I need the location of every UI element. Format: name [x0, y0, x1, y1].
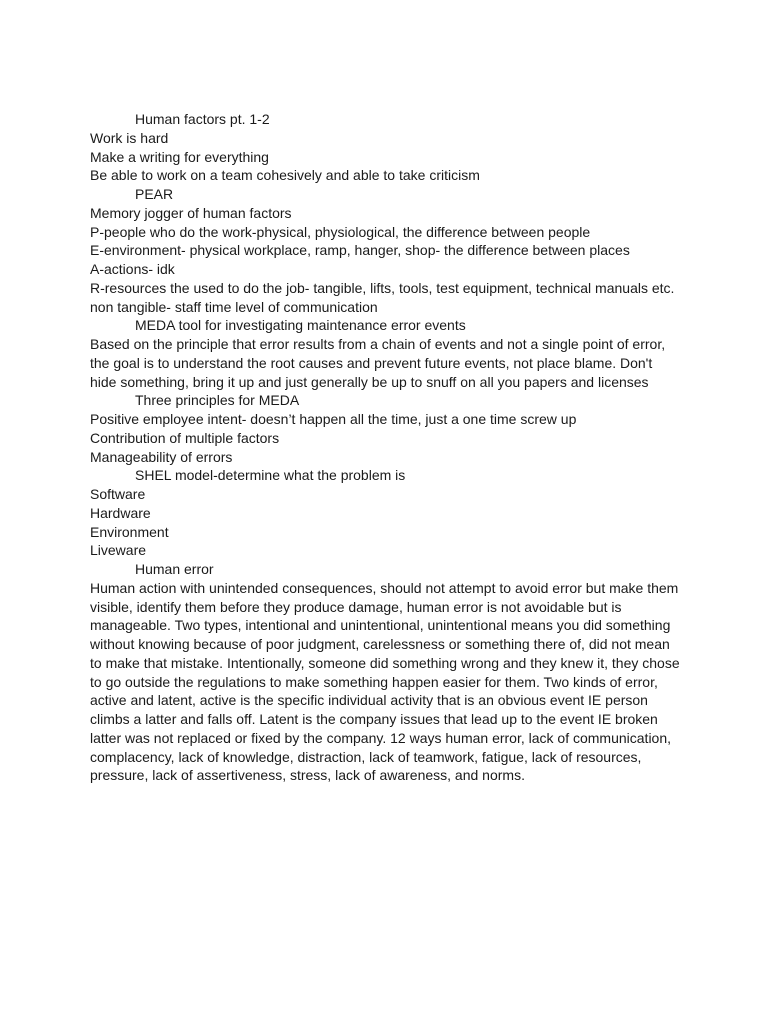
heading-pear: PEAR: [135, 186, 174, 202]
heading-human-factors: Human factors pt. 1-2: [135, 111, 270, 127]
text-line: Memory jogger of human factors: [90, 204, 292, 221]
heading-meda-principles: Three principles for MEDA: [135, 392, 300, 409]
text-line: Hardware: [90, 504, 151, 521]
text-line: E-environment- physical workplace, ramp, hanger, shop- the difference between places: [90, 242, 630, 259]
heading-shel-model: SHEL model-determine what the problem is: [135, 467, 406, 484]
text-line: Liveware: [90, 542, 147, 559]
text-line: Environment: [90, 523, 169, 540]
document-body: [90, 110, 680, 785]
text-line: Work is hard: [90, 129, 169, 146]
heading-meda-tool: MEDA tool for investigating maintenance error events: [135, 317, 466, 334]
text-line: Software: [90, 486, 146, 502]
text-line: Be able to work on a team cohesively and able to take criticism: [90, 167, 480, 184]
text-paragraph: Based on the principle that error results from a chain of events and not a single point of error, the goal is to understand the root causes and prevent future events, not place blame. Don't hide something, bring it up and just generally be up to snuff on all you papers and licenses: [90, 336, 666, 390]
heading-human-error: Human error: [135, 561, 214, 577]
text-paragraph: Human action with unintended consequences, should not attempt to avoid error but make them visible, identify them before they produce damage, human error is not avoidable but is manageable. Two types, intentional and unintentional, unintentional means you did something without knowing because of poor judgment, carelessness or something there of, did not mean to make that mistake. Intentionally, someone did something wrong and they knew it, they chose to go outside the regulations to make something happen easier for them. Two kinds of error, active and latent, active is the specific individual activity that is an obvious event IE person climbs a latter and falls off. Latent is the company issues that lead up to the event IE broken latter was not replaced or fixed by the company. 12 ways human error, lack of communication, complacency, lack of knowledge, distraction, lack of teamwork, fatigue, lack of resources, pressure, lack of assertiveness, stress, lack of awareness, and norms.: [90, 579, 680, 784]
text-line: Make a writing for everything: [90, 148, 269, 165]
text-line: Manageability of errors: [90, 448, 233, 465]
text-line: A-actions- idk: [90, 261, 175, 277]
text-line: Positive employee intent- doesn’t happen all the time, just a one time screw up: [90, 411, 577, 427]
text-line: Contribution of multiple factors: [90, 429, 280, 446]
text-paragraph: R-resources the used to do the job- tangible, lifts, tools, test equipment, technical manuals etc. non tangible- staff time level of communication: [90, 279, 675, 315]
text-line: P-people who do the work-physical, physiological, the difference between people: [90, 223, 591, 240]
